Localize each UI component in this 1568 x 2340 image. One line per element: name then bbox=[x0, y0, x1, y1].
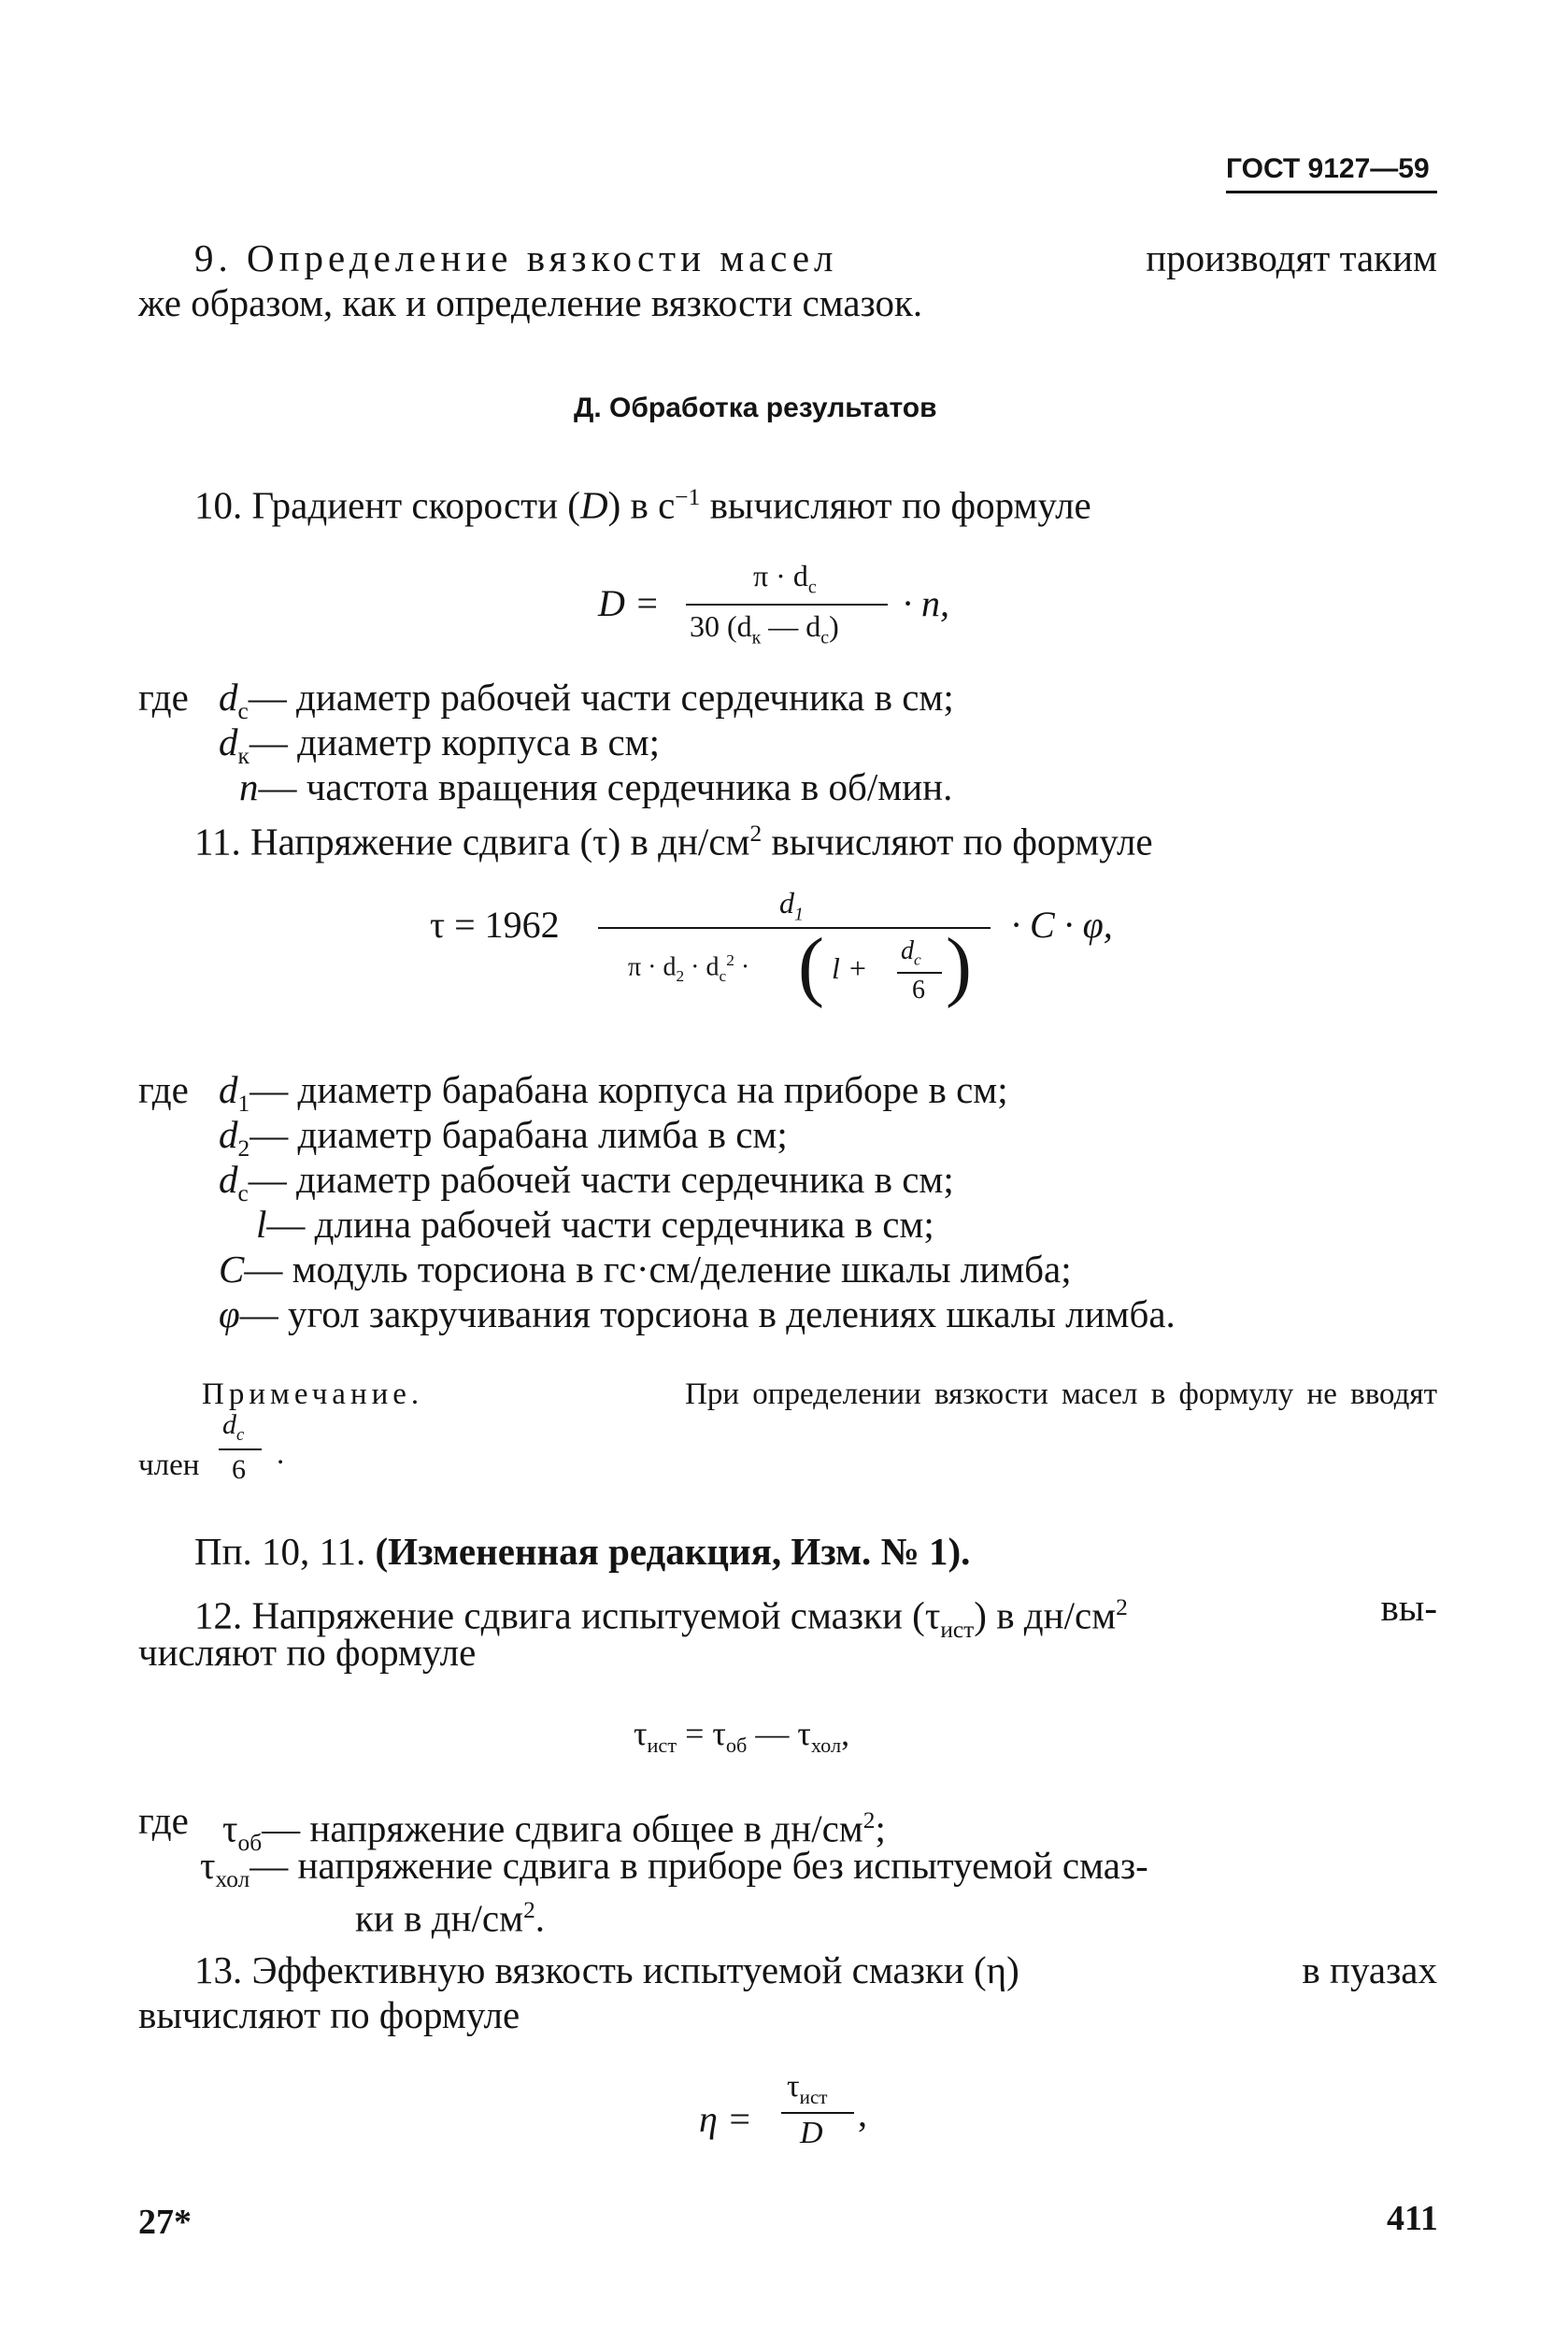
formula4-numerator: $\tau_{ист}$ bbox=[787, 2069, 828, 2108]
formula4-tail: , bbox=[858, 2092, 867, 2134]
footer-signature-mark: 27* bbox=[138, 2203, 192, 2242]
legend-2-item-l: l— длина рабочей части сердечника в см; bbox=[256, 1203, 934, 1246]
amendment-line: Пп. 10, 11. (Измененная редакция, Изм. № 1). bbox=[194, 1530, 971, 1573]
note-line-2: член bbox=[138, 1448, 200, 1482]
formula-test-stress: $\tau_{ист} = \tau_{об}$ — $\tau_{хол}$, bbox=[634, 1715, 850, 1758]
legend-3-where: где bbox=[138, 1799, 189, 1842]
p10-text-b: ) в с bbox=[607, 483, 676, 527]
note-end: . bbox=[277, 1437, 285, 1471]
section-title: Д. Обработка результатов bbox=[574, 392, 937, 423]
legend-2-item-c: C— модуль торсиона в гс·см/деление шкалы лимба; bbox=[219, 1248, 1072, 1291]
legend-2-item-phi: φ— угол закручивания торсиона в делениях шкалы лимба. bbox=[219, 1292, 1176, 1335]
paragraph-13-line-1: 13. Эффективную вязкость испытуемой смазки (η) в пуазах bbox=[194, 1948, 1437, 1991]
page-number: 411 bbox=[1387, 2199, 1438, 2238]
formula4-fraction-bar bbox=[781, 2112, 854, 2114]
legend-3-item-thol: $\tau_{хол}—$ напряжение сдвига в приборе без испытуемой смаз- bbox=[200, 1844, 1148, 1893]
legend-3-continuation: ки в $дн/см^2$. bbox=[355, 1896, 546, 1940]
legend-1-item-n: n— частота вращения сердечника в об/мин. bbox=[239, 765, 953, 808]
formula1-tail: · n, bbox=[903, 582, 949, 624]
note-line-1 bbox=[202, 1376, 1437, 1413]
paragraph-9-line-2: же образом, как и определение вязкости смазок. bbox=[138, 281, 923, 324]
paragraph-13-line-2: вычисляют по формуле bbox=[138, 1993, 520, 2036]
p10-symbol: D bbox=[579, 483, 608, 527]
formula1-fraction-bar bbox=[686, 604, 888, 606]
formula2-inner-fraction-bar bbox=[897, 972, 942, 974]
legend-2-item-dc: $d_с—$ диаметр рабочей части сердечника в см; bbox=[219, 1158, 954, 1207]
formula1-denominator: 30 ($d_к$ — $d_с$) bbox=[690, 609, 839, 649]
p10-sup: −1 bbox=[675, 484, 701, 510]
p9-rest-text: производят таким bbox=[1146, 236, 1437, 279]
paragraph-12-line-2: числяют по формуле bbox=[138, 1631, 477, 1674]
p9-spaced-text: 9. Определение вязкости масел bbox=[194, 236, 838, 279]
note-fraction-bar bbox=[219, 1448, 262, 1450]
paragraph-12-line-1: 12. Напряжение сдвига испытуемой смазки $(\tau_{ист})$ в $дн/см^2$ вы- bbox=[194, 1586, 1437, 1643]
p10-text-c: вычисляют по формуле bbox=[700, 483, 1091, 527]
formula2-denominator: $\pi \cdot d_2 \cdot d_с^2$ · bbox=[628, 951, 750, 985]
formula1-numerator: $\pi \cdot d_с$ bbox=[753, 559, 817, 598]
formula2-inner-numerator: $d_с$ bbox=[901, 936, 921, 969]
legend-1-item-dc: $d_с—$ диаметр рабочей части сердечника в см; bbox=[219, 676, 954, 725]
note-fraction-denominator: 6 bbox=[232, 1454, 246, 1485]
legend-3-item-tob: $\tau_{об}—$ напряжение сдвига общее в $дн/см^2$; bbox=[222, 1806, 886, 1856]
formula2-inner-l: l + bbox=[832, 951, 868, 985]
paragraph-11: 11. Напряжение сдвига (τ) в $дн/см^2$ вычисляют по формуле bbox=[194, 820, 1153, 863]
legend-1-item-dk: $d_к—$ диаметр корпуса в см; bbox=[219, 721, 660, 770]
header-rule bbox=[1226, 191, 1437, 193]
formula2-numerator: $d_1$ bbox=[779, 886, 804, 925]
legend-2-item-d1: $d_1—$ диаметр барабана корпуса на приборе в см; bbox=[219, 1068, 1008, 1118]
legend-2-where: где bbox=[138, 1068, 189, 1111]
formula2-tail: · C · φ, bbox=[1011, 904, 1113, 946]
p10-text-a: 10. Градиент скорости ( bbox=[194, 483, 580, 527]
formula1-lhs: D = bbox=[598, 582, 660, 624]
formula2-fraction-bar bbox=[598, 927, 991, 929]
note-fraction-numerator: $d_с$ bbox=[222, 1409, 245, 1445]
standard-number: ГОСТ 9127—59 bbox=[1226, 153, 1430, 184]
legend-2-item-d2: $d_2—$ диаметр барабана лимба в см; bbox=[219, 1113, 788, 1163]
formula2-paren-close: ) bbox=[946, 922, 972, 1009]
legend-1-where: где bbox=[138, 676, 189, 719]
formula2-inner-denominator: 6 bbox=[912, 976, 925, 1005]
formula2-lhs: τ = 1962 bbox=[430, 904, 560, 946]
paragraph-10 bbox=[194, 475, 1091, 528]
note-text: При определении вязкости масел в формулу не вводят bbox=[685, 1377, 1437, 1411]
formula4-denominator: D bbox=[800, 2116, 823, 2150]
paragraph-9-line-1 bbox=[194, 235, 1437, 280]
formula2-paren-open: ( bbox=[798, 922, 824, 1009]
note-label: Примечание. bbox=[202, 1377, 424, 1411]
formula4-lhs: η = bbox=[699, 2098, 752, 2140]
